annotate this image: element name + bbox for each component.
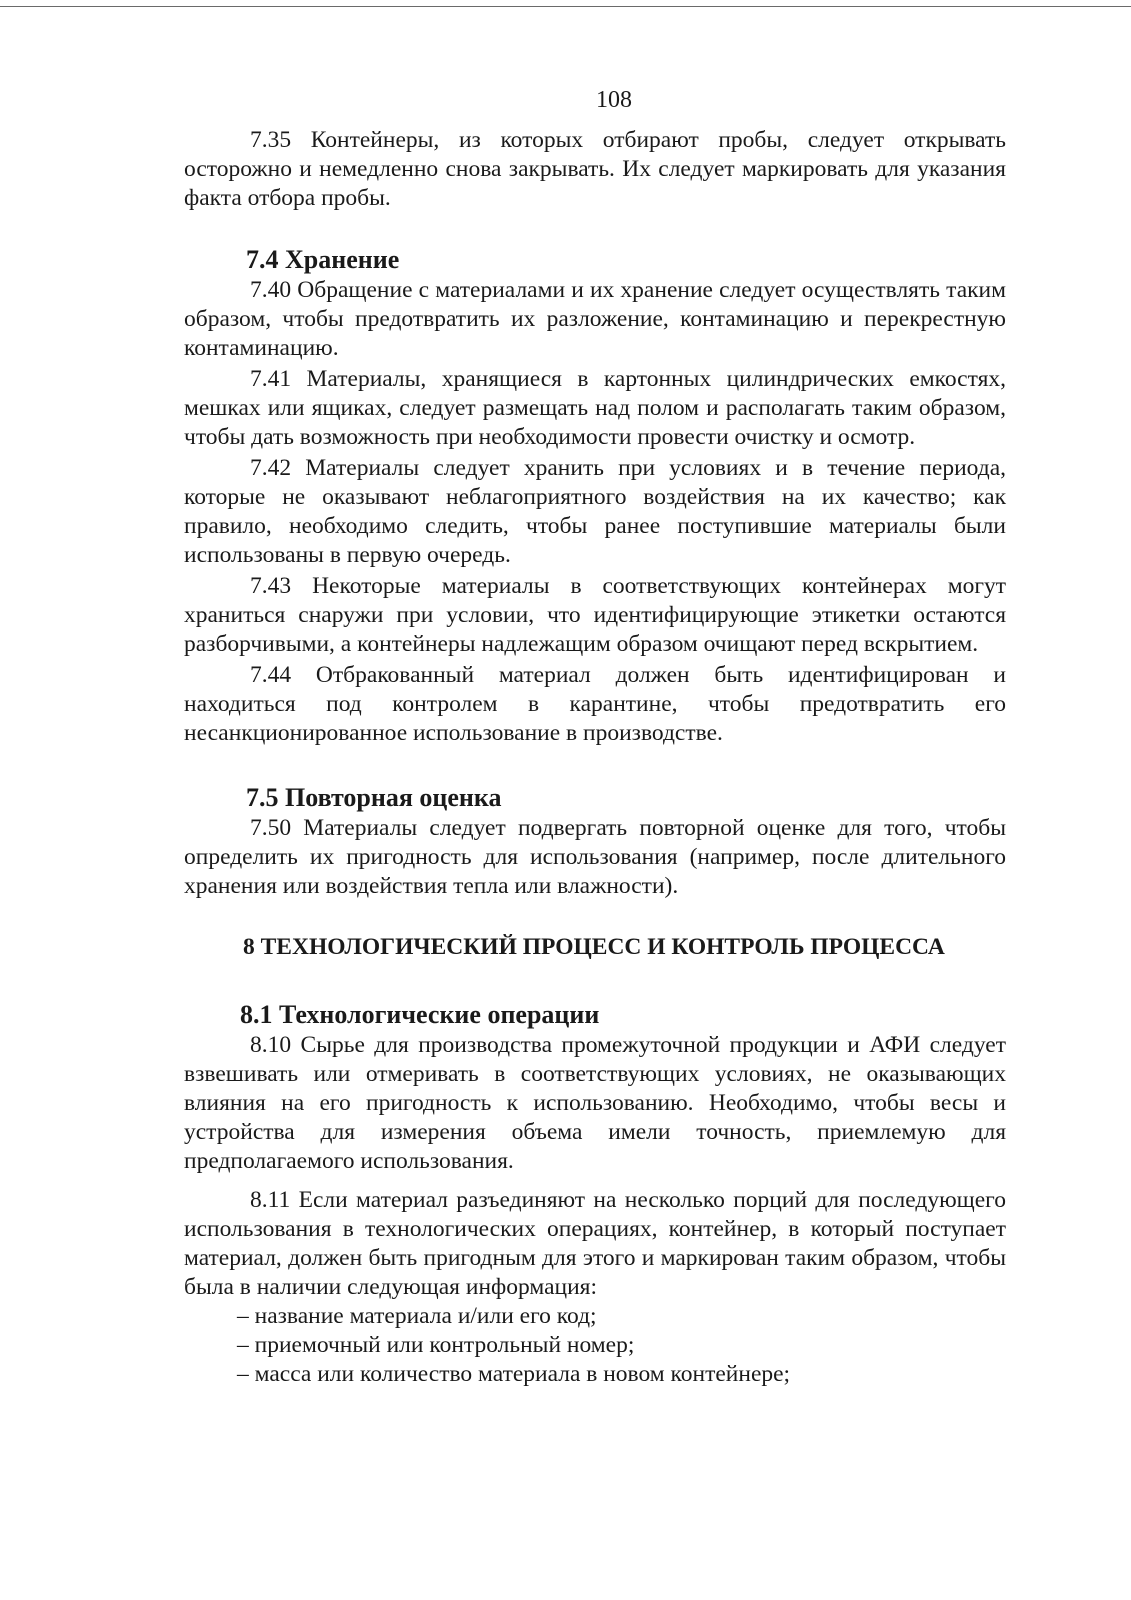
section-heading-8-1: 8.1 Технологические операции — [240, 1000, 600, 1029]
paragraph-7-41: 7.41 Материалы, хранящиеся в картонных цилиндрических емкостях, мешках или ящиках, следует размещать над полом и располагать таким образом, чтобы дать возможность при необходимости провести очистку и осмотр. — [184, 366, 1006, 450]
section-heading-7-5: 7.5 Повторная оценка — [246, 783, 502, 812]
paragraph-7-44: 7.44 Отбракованный материал должен быть идентифицирован и находиться под контролем в карантине, чтобы предотвратить его несанкционированное использование в производстве. — [184, 662, 1006, 746]
list-item: – масса или количество материала в новом контейнере; — [237, 1361, 791, 1387]
list-item: – приемочный или контрольный номер; — [237, 1332, 635, 1358]
paragraph-7-35: 7.35 Контейнеры, из которых отбирают пробы, следует открывать осторожно и немедленно снова закрывать. Их следует маркировать для указания факта отбора пробы. — [184, 127, 1006, 211]
paragraph-7-40: 7.40 Обращение с материалами и их хранение следует осуществлять таким образом, чтобы предотвратить их разложение, контаминацию и перекрестную контаминацию. — [184, 277, 1006, 361]
scan-top-rule — [0, 6, 1131, 7]
paragraph-7-50: 7.50 Материалы следует подвергать повторной оценке для того, чтобы определить их пригодность для использования (например, после длительного хранения или воздействия тепла или влажности). — [184, 815, 1006, 899]
paragraph-7-43: 7.43 Некоторые материалы в соответствующих контейнерах могут храниться снаружи при условии, что идентифицирующие этикетки остаются разборчивыми, а контейнеры надлежащим образом очищают перед вскрытием. — [184, 573, 1006, 657]
paragraph-8-11: 8.11 Если материал разъединяют на несколько порций для последующего использования в технологических операциях, контейнер, в который поступает материал, должен быть пригодным для этого и маркирован таким образом, чтобы была в наличии следующая информация: — [184, 1187, 1006, 1300]
paragraph-7-42: 7.42 Материалы следует хранить при условиях и в течение периода, которые не оказывают неблагоприятного воздействия на их качество; как правило, необходимо следить, чтобы ранее поступившие материалы были использованы в первую очередь. — [184, 455, 1006, 568]
section-heading-7-4: 7.4 Хранение — [246, 245, 400, 274]
document-body — [184, 126, 1006, 1389]
chapter-heading-8: 8 ТЕХНОЛОГИЧЕСКИЙ ПРОЦЕСС И КОНТРОЛЬ ПРОЦЕССА — [243, 934, 945, 960]
paragraph-8-10: 8.10 Сырье для производства промежуточной продукции и АФИ следует взвешивать или отмеривать в соответствующих условиях, не оказывающих влияния на его пригодность к использованию. Необходимо, чтобы весы и устройства для измерения объема имели точность, приемлемую для предполагаемого использования. — [184, 1032, 1006, 1174]
list-item: – название материала и/или его код; — [237, 1303, 597, 1329]
page-number: 108 — [596, 87, 632, 113]
